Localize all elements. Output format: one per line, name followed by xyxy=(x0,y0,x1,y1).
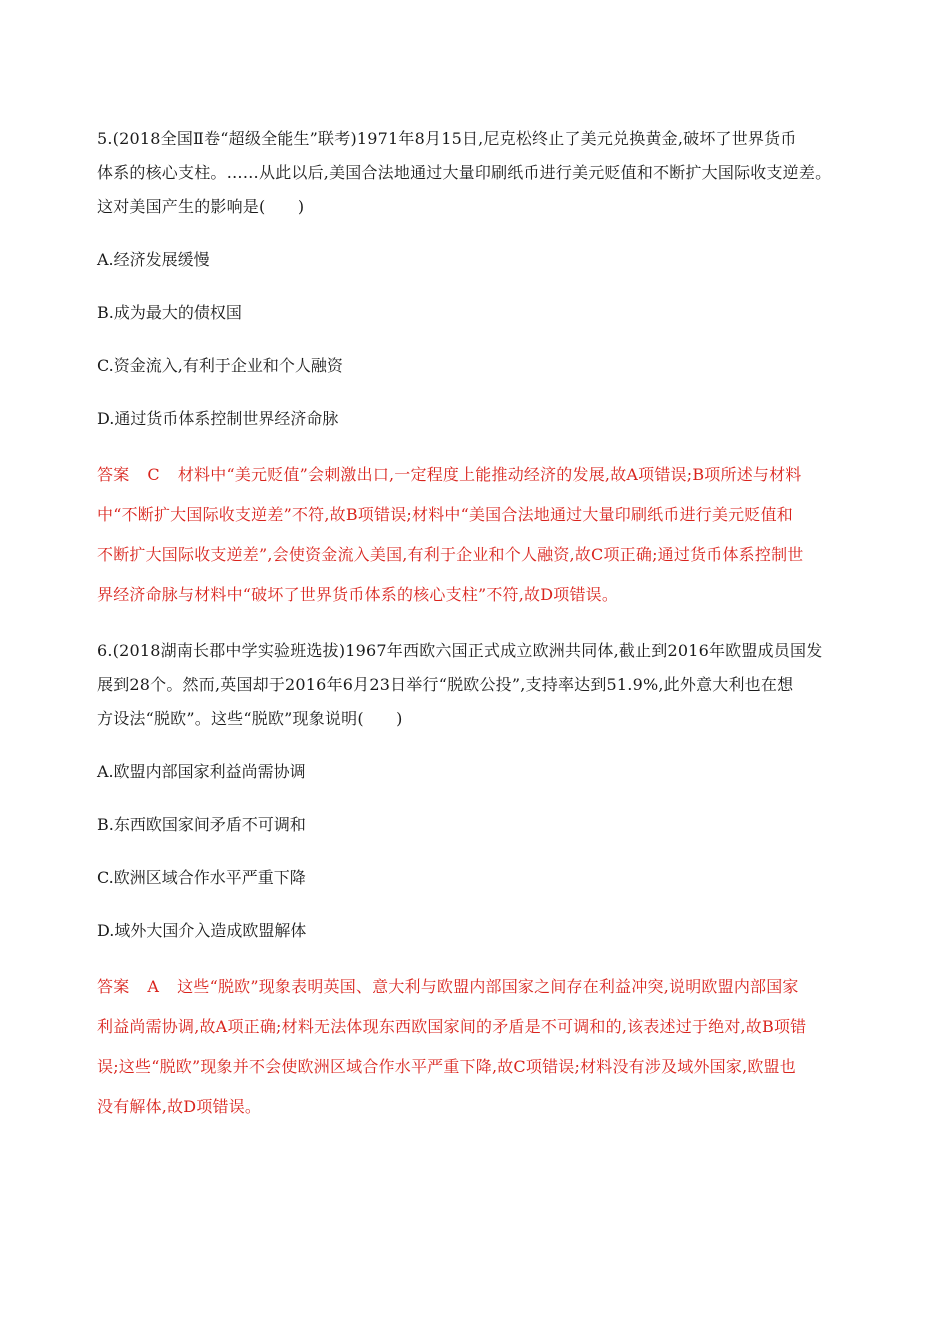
answer-line: 利益尚需协调,故A项正确;材料无法体现东西欧国家间的矛盾是不可调和的,该表述过于绝对,故B项错 xyxy=(97,1017,807,1036)
answer-line: 误;这些“脱欧”现象并不会使欧洲区域合作水平严重下降,故C项错误;材料没有涉及域外国家,欧盟也 xyxy=(97,1057,796,1076)
answer-line: 界经济命脉与材料中“破坏了世界货币体系的核心支柱”不符,故D项错误。 xyxy=(97,585,619,604)
option-a: A.经济发展缓慢 xyxy=(97,250,210,269)
stem-line: 方设法“脱欧”。这些“脱欧”现象说明( ) xyxy=(97,709,403,728)
stem-line: 5.(2018全国Ⅱ卷“超级全能生”联考)1971年8月15日,尼克松终止了美元兑换黄金,破坏了世界货币 xyxy=(97,129,797,148)
question-stem xyxy=(97,634,857,736)
option-d: D.通过货币体系控制世界经济命脉 xyxy=(97,409,339,428)
question-stem xyxy=(97,122,857,224)
answer-line: 不断扩大国际收支逆差”,会使资金流入美国,有利于企业和个人融资,故C项正确;通过货币体系控制世 xyxy=(97,545,804,564)
answer-label: 答案 xyxy=(97,465,130,484)
option-b: B.东西欧国家间矛盾不可调和 xyxy=(97,815,306,834)
stem-line: 这对美国产生的影响是( ) xyxy=(97,197,305,216)
option-a: A.欧盟内部国家利益尚需协调 xyxy=(97,762,306,781)
answer-label: 答案 xyxy=(97,977,130,996)
answer-line xyxy=(97,967,857,1007)
answer-key: A xyxy=(147,977,160,996)
answer-line: 没有解体,故D项错误。 xyxy=(97,1097,262,1116)
stem-line: 体系的核心支柱。……从此以后,美国合法地通过大量印刷纸币进行美元贬值和不断扩大国际收支逆差。 xyxy=(97,163,832,182)
stem-line: 6.(2018湖南长郡中学实验班选拔)1967年西欧六国正式成立欧洲共同体,截止到2016年欧盟成员国发 xyxy=(97,641,823,660)
answer-text: 这些“脱欧”现象表明英国、意大利与欧盟内部国家之间存在利益冲突,说明欧盟内部国家 xyxy=(177,977,799,996)
option-b: B.成为最大的债权国 xyxy=(97,303,242,322)
answer-explanation xyxy=(97,455,857,615)
document-page xyxy=(97,122,857,1127)
answer-line xyxy=(97,455,857,495)
question-5 xyxy=(97,122,857,615)
stem-line: 展到28个。然而,英国却于2016年6月23日举行“脱欧公投”,支持率达到51.9%,此外意大利也在想 xyxy=(97,675,794,694)
answer-key: C xyxy=(147,465,160,484)
answer-text: 材料中“美元贬值”会刺激出口,一定程度上能推动经济的发展,故A项错误;B项所述与材料 xyxy=(177,465,802,484)
answer-explanation xyxy=(97,967,857,1127)
option-c: C.欧洲区域合作水平严重下降 xyxy=(97,868,306,887)
answer-line: 中“不断扩大国际收支逆差”不符,故B项错误;材料中“美国合法地通过大量印刷纸币进行美元贬值和 xyxy=(97,505,793,524)
question-6 xyxy=(97,634,857,1127)
option-c: C.资金流入,有利于企业和个人融资 xyxy=(97,356,343,375)
option-d: D.域外大国介入造成欧盟解体 xyxy=(97,921,307,940)
